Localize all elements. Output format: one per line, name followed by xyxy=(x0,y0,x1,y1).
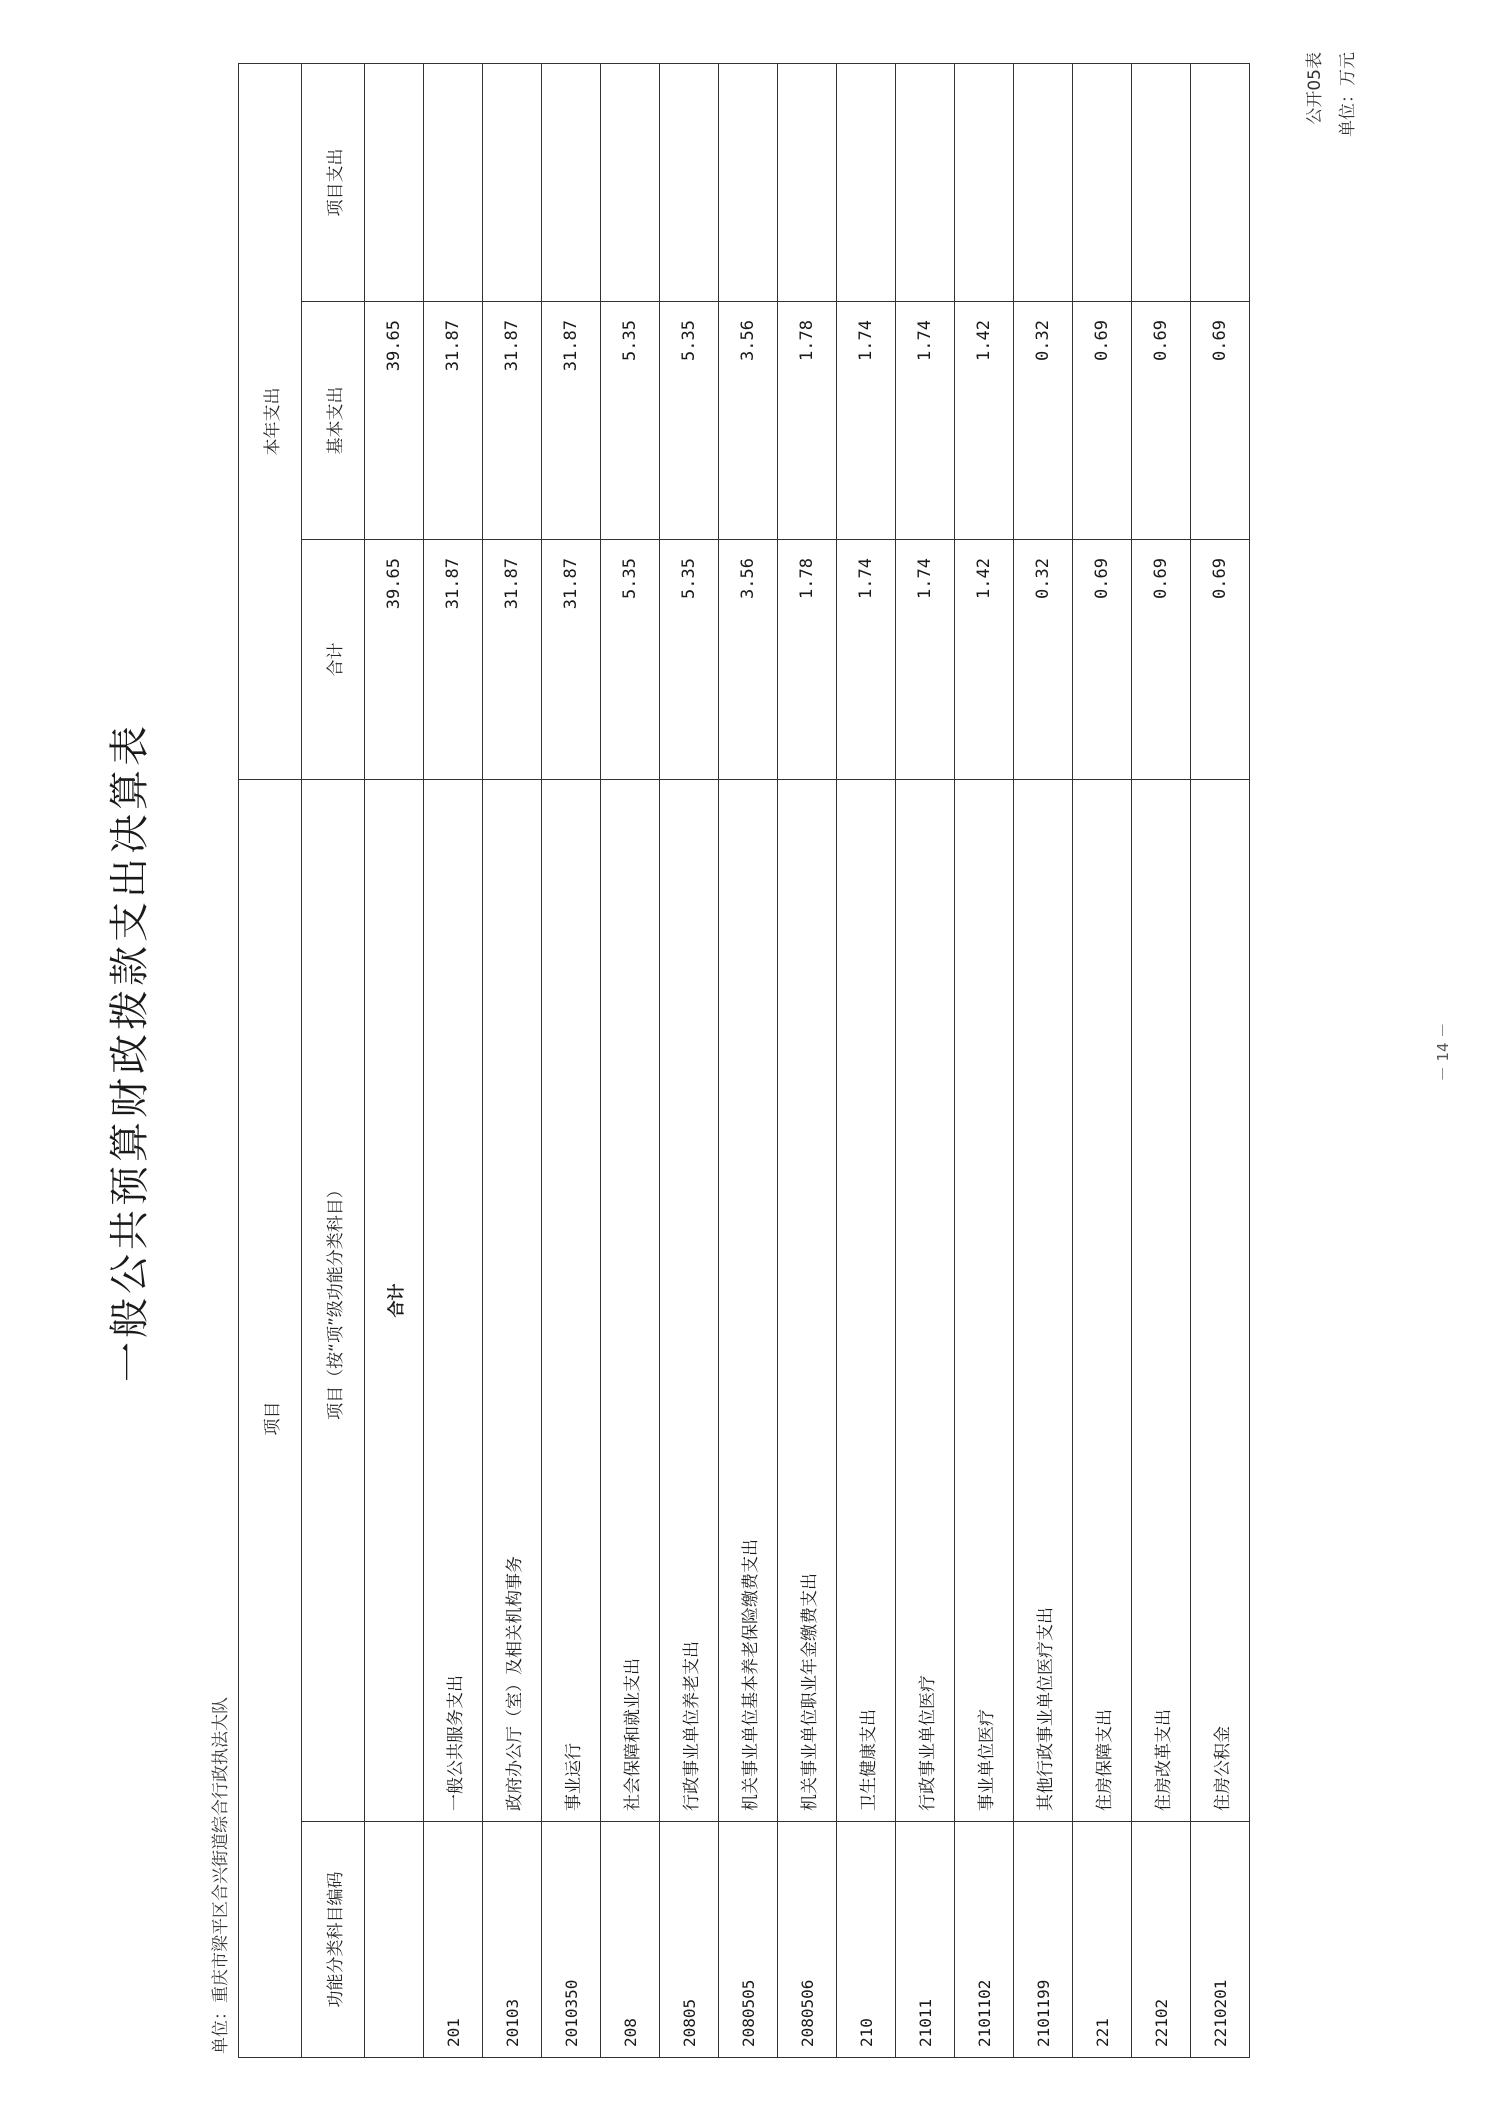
cell-name: 住房改革支出 xyxy=(1132,780,1191,1822)
cell-basic: 5.35 xyxy=(601,302,660,540)
cell-total: 31.87 xyxy=(483,540,542,780)
table-row xyxy=(1132,63,1191,2057)
cell-name: 一般公共服务支出 xyxy=(424,780,483,1822)
cell-basic: 5.35 xyxy=(660,302,719,540)
cell-basic: 31.87 xyxy=(542,302,601,540)
cell-name: 机关事业单位基本养老保险缴费支出 xyxy=(719,780,778,1822)
table-row xyxy=(1014,63,1073,2057)
cell-name: 政府办公厅（室）及相关机构事务 xyxy=(483,780,542,1822)
cell-code: 221 xyxy=(1073,1822,1132,2058)
header-project: 项目支出 xyxy=(302,63,365,301)
cell-code: 2010350 xyxy=(542,1822,601,2058)
cell-basic: 0.32 xyxy=(1014,302,1073,540)
unit-label: 单位：万元 xyxy=(1338,52,1358,137)
cell-total: 5.35 xyxy=(601,540,660,780)
cell-project xyxy=(778,63,837,301)
table-row xyxy=(1191,63,1250,2057)
cell-project xyxy=(542,63,601,301)
cell-basic: 0.69 xyxy=(1191,302,1250,540)
cell-project xyxy=(719,63,778,301)
cell-basic: 31.87 xyxy=(424,302,483,540)
expenditure-table xyxy=(238,63,1250,2058)
cell-project xyxy=(660,63,719,301)
organization-label: 单位：重庆市梁平区合兴街道综合行政执法大队 xyxy=(211,1697,231,2054)
table-row xyxy=(837,63,896,2057)
cell-code: 2080506 xyxy=(778,1822,837,2058)
cell-code: 210 xyxy=(837,1822,896,2058)
cell-basic: 1.74 xyxy=(837,302,896,540)
cell-name: 合计 xyxy=(365,780,424,1822)
cell-total: 3.56 xyxy=(719,540,778,780)
cell-code: 201 xyxy=(424,1822,483,2058)
cell-basic: 0.69 xyxy=(1073,302,1132,540)
table-row xyxy=(719,63,778,2057)
cell-basic: 1.42 xyxy=(955,302,1014,540)
cell-basic: 0.69 xyxy=(1132,302,1191,540)
cell-project xyxy=(896,63,955,301)
cell-basic: 1.74 xyxy=(896,302,955,540)
cell-name: 其他行政事业单位医疗支出 xyxy=(1014,780,1073,1822)
cell-name: 事业运行 xyxy=(542,780,601,1822)
table-row xyxy=(1073,63,1132,2057)
cell-total: 1.78 xyxy=(778,540,837,780)
header-total: 合计 xyxy=(302,540,365,780)
cell-project xyxy=(1014,63,1073,301)
cell-code: 22102 xyxy=(1132,1822,1191,2058)
cell-project xyxy=(1191,63,1250,301)
cell-basic: 3.56 xyxy=(719,302,778,540)
cell-code xyxy=(365,1822,424,2058)
cell-total: 0.69 xyxy=(1132,540,1191,780)
cell-total: 39.65 xyxy=(365,540,424,780)
cell-project xyxy=(483,63,542,301)
table-row xyxy=(778,63,837,2057)
cell-name: 卫生健康支出 xyxy=(837,780,896,1822)
cell-name: 社会保障和就业支出 xyxy=(601,780,660,1822)
cell-total: 1.74 xyxy=(896,540,955,780)
cell-code: 2101199 xyxy=(1014,1822,1073,2058)
cell-code: 208 xyxy=(601,1822,660,2058)
cell-name: 行政事业单位养老支出 xyxy=(660,780,719,1822)
table-row xyxy=(896,63,955,2057)
cell-basic: 1.78 xyxy=(778,302,837,540)
cell-project xyxy=(837,63,896,301)
table-row xyxy=(955,63,1014,2057)
table-row xyxy=(424,63,483,2057)
cell-name: 住房公积金 xyxy=(1191,780,1250,1822)
table-row xyxy=(660,63,719,2057)
cell-basic: 39.65 xyxy=(365,302,424,540)
cell-total: 0.69 xyxy=(1073,540,1132,780)
cell-project xyxy=(424,63,483,301)
header-name: 项目（按“项”级功能分类科目） xyxy=(302,780,365,1822)
cell-code: 2101102 xyxy=(955,1822,1014,2058)
cell-total: 5.35 xyxy=(660,540,719,780)
cell-total: 31.87 xyxy=(542,540,601,780)
cell-name: 事业单位医疗 xyxy=(955,780,1014,1822)
cell-basic: 31.87 xyxy=(483,302,542,540)
cell-name: 机关事业单位职业年金缴费支出 xyxy=(778,780,837,1822)
cell-project xyxy=(365,63,424,301)
cell-code: 2080505 xyxy=(719,1822,778,2058)
cell-name: 行政事业单位医疗 xyxy=(896,780,955,1822)
header-item-group: 项目 xyxy=(239,780,302,2058)
cell-total: 0.32 xyxy=(1014,540,1073,780)
cell-project xyxy=(1132,63,1191,301)
table-row xyxy=(542,63,601,2057)
header-current-year: 本年支出 xyxy=(239,63,302,779)
cell-total: 31.87 xyxy=(424,540,483,780)
table-row xyxy=(601,63,660,2057)
table-row xyxy=(365,63,424,2057)
cell-code: 20103 xyxy=(483,1822,542,2058)
page-number: － 14 － xyxy=(1434,1022,1452,1082)
cell-name: 住房保障支出 xyxy=(1073,780,1132,1822)
cell-total: 0.69 xyxy=(1191,540,1250,780)
page-title: 一般公共预算财政拨款支出决算表 xyxy=(107,722,153,1382)
cell-project xyxy=(1073,63,1132,301)
cell-project xyxy=(601,63,660,301)
table-row xyxy=(483,63,542,2057)
cell-project xyxy=(955,63,1014,301)
cell-code: 20805 xyxy=(660,1822,719,2058)
cell-code: 21011 xyxy=(896,1822,955,2058)
form-number: 公开05表 xyxy=(1305,52,1325,125)
cell-total: 1.42 xyxy=(955,540,1014,780)
cell-total: 1.74 xyxy=(837,540,896,780)
header-code: 功能分类科目编码 xyxy=(302,1822,365,2058)
header-basic: 基本支出 xyxy=(302,302,365,540)
cell-code: 2210201 xyxy=(1191,1822,1250,2058)
